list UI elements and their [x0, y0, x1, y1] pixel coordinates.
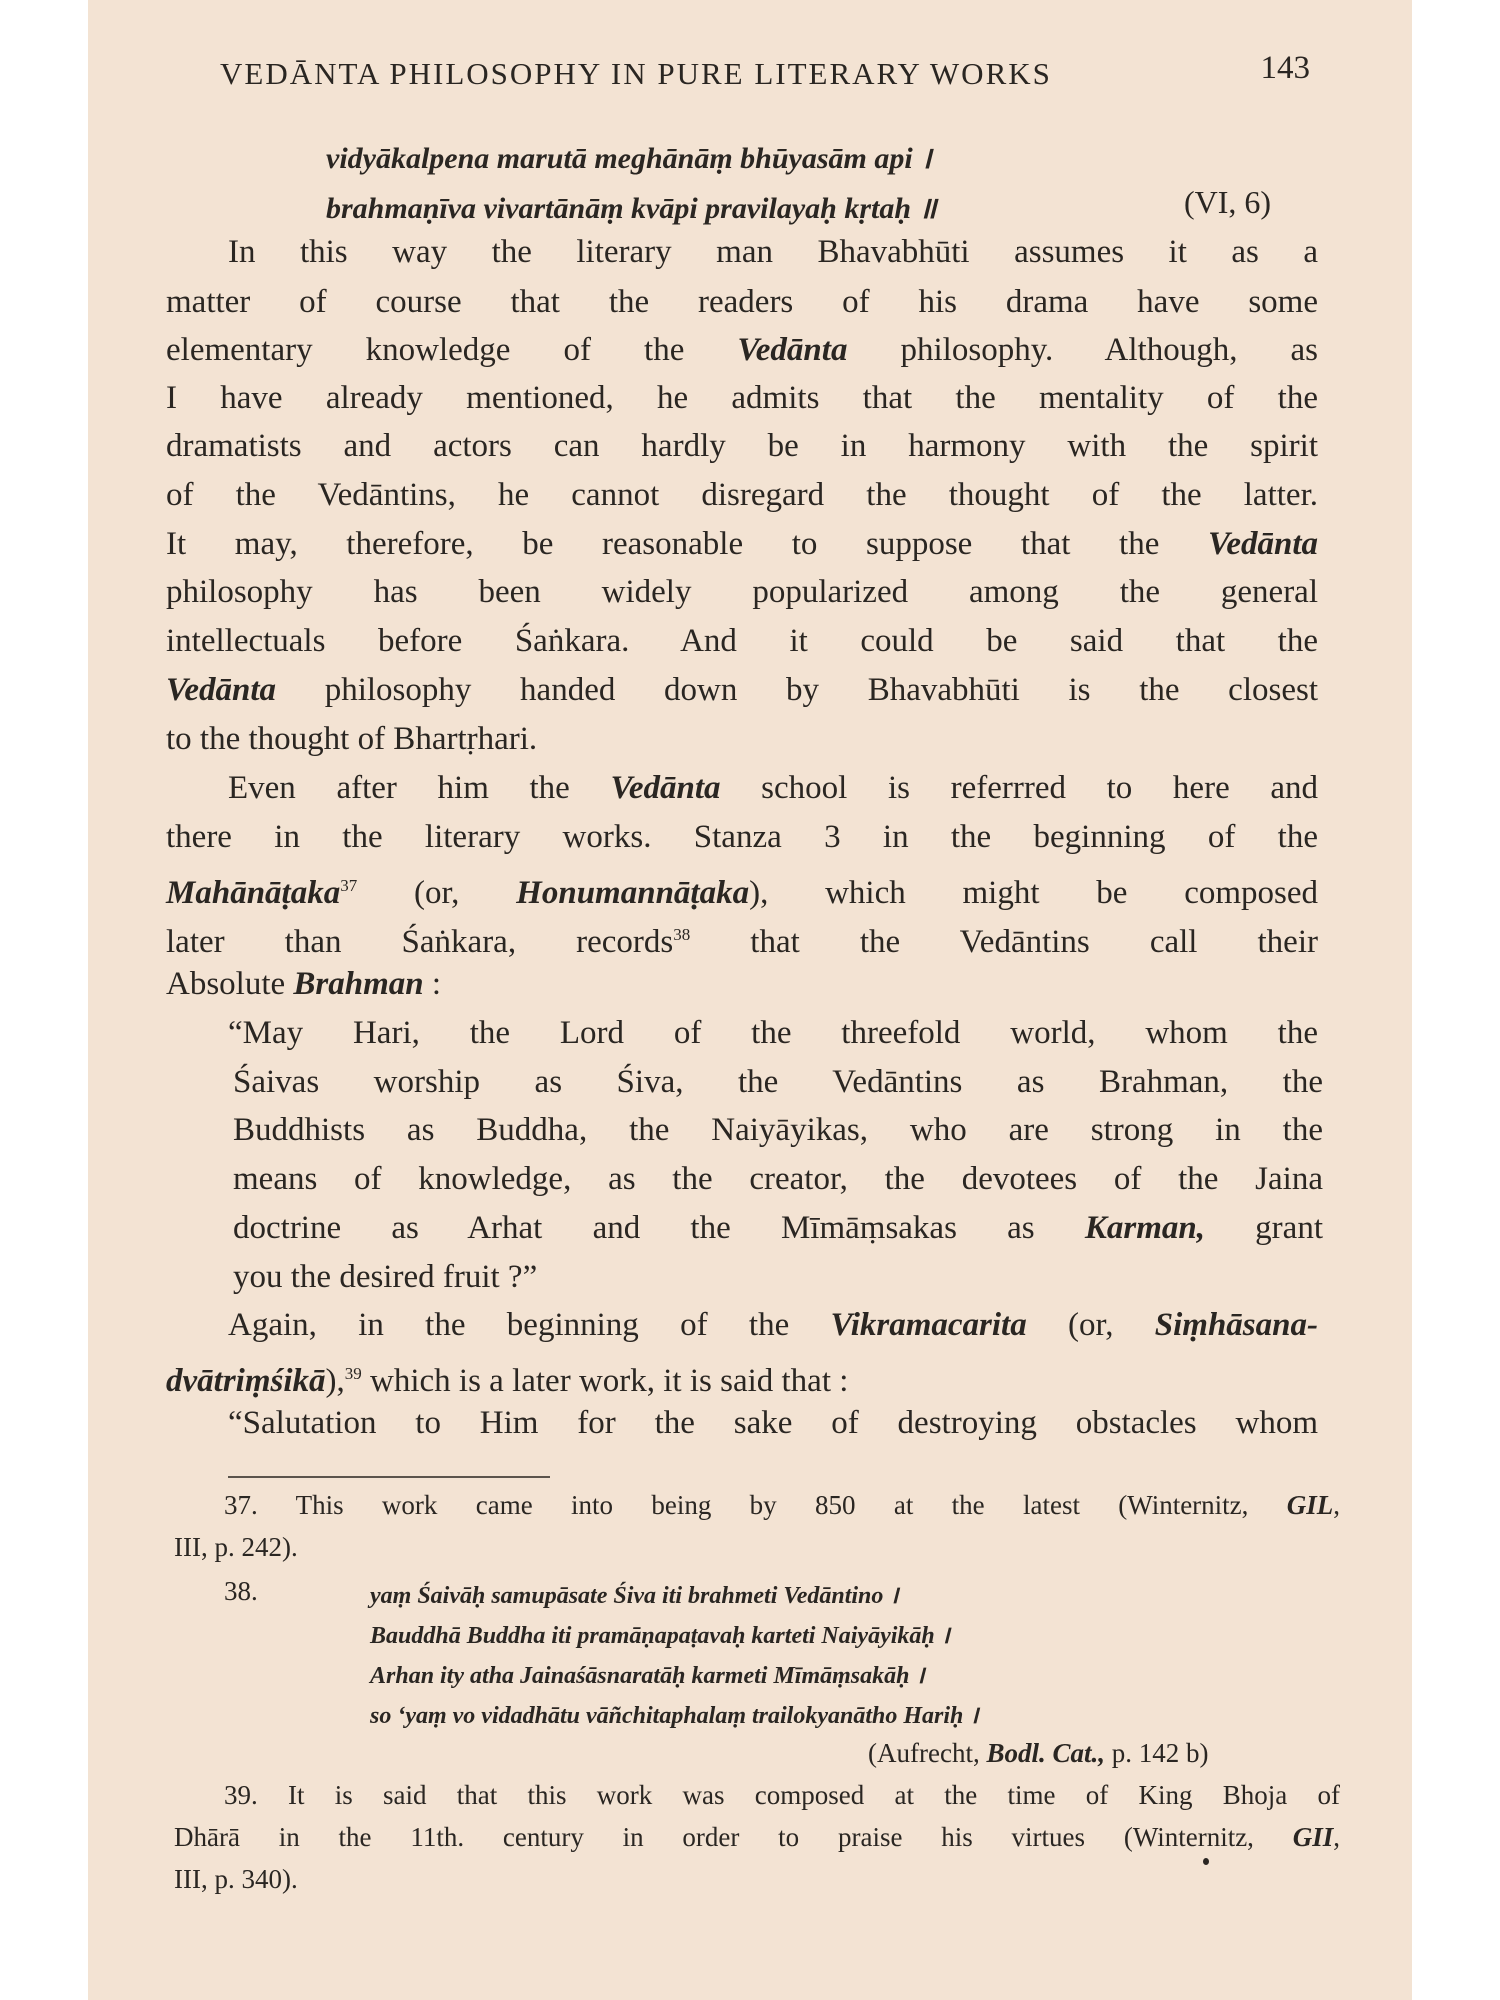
quote-line: Śaivas worship as Śiva, the Vedāntins as Brahman, the: [233, 1064, 1323, 1100]
text-line: I have already mentioned, he admits that the mentality of the: [166, 380, 1318, 416]
text-line: Mahānāṭaka$^{37}$ (or, Honumannāṭaka), which might be composed: [166, 875, 1318, 911]
quote-line: means of knowledge, as the creator, the devotees of the Jaina: [233, 1161, 1323, 1197]
footnote-37-cont: III, p. 242).: [174, 1532, 298, 1562]
footnote-38-verse: yaṃ Śaivāḥ samupāsate Śiva iti brahmeti Vedāntino ।: [370, 1583, 899, 1609]
running-title: VEDĀNTA PHILOSOPHY IN PURE LITERARY WORKS: [220, 56, 1052, 91]
quote-line: Buddhists as Buddha, the Naiyāyikas, who are strong in the: [233, 1112, 1323, 1148]
text-line: Even after him the Vedānta school is referrred to here and: [228, 770, 1318, 806]
text-line: Vedānta philosophy handed down by Bhavabhūti is the closest: [166, 672, 1318, 708]
footnote-38-verse: so ‘yaṃ vo vidadhātu vāñchitaphalaṃ trailokyanātho Hariḥ ।: [370, 1703, 979, 1729]
quote-line: you the desired fruit ?”: [233, 1259, 538, 1295]
text-line: matter of course that the readers of his drama have some: [166, 284, 1318, 320]
text-line: there in the literary works. Stanza 3 in the beginning of the: [166, 819, 1318, 855]
footnote-38-number: 38.: [224, 1576, 258, 1606]
text-line: to the thought of Bhartṛhari.: [166, 721, 538, 757]
verse-line: brahmaṇīva vivartānāṃ kvāpi pravilayaḥ kṛtaḥ ॥: [326, 192, 937, 225]
footnote-38-verse: Arhan ity atha Jainaśāsnaratāḥ karmeti Mīmāṃsakāḥ ।: [370, 1663, 925, 1689]
quote-line: doctrine as Arhat and the Mīmāṃsakas as Karman, grant: [233, 1210, 1323, 1246]
footnote-37: 37. This work came into being by 850 at the latest (Winternitz, GIL,: [224, 1490, 1340, 1520]
verse-line: vidyākalpena marutā meghānāṃ bhūyasām api ।: [326, 142, 932, 175]
footnote-rule: [228, 1476, 550, 1478]
text-line: elementary knowledge of the Vedānta philosophy. Although, as: [166, 332, 1319, 368]
footnote-39: 39. It is said that this work was composed at the time of King Bhoja of: [224, 1780, 1340, 1810]
footnote-39-cont: Dhārā in the 11th. century in order to praise his virtues (Winternitz, GII,: [174, 1822, 1340, 1852]
text-line: In this way the literary man Bhavabhūti assumes it as a: [228, 234, 1318, 270]
text-line: philosophy has been widely popularized among the general: [166, 574, 1318, 610]
text-line: dvātriṃśikā),$^{39}$ which is a later work, it is said that :: [166, 1363, 849, 1399]
footnote-ref[interactable]: 38: [673, 925, 691, 944]
ink-speck: [1203, 1858, 1209, 1865]
verse-reference: (VI, 6): [1184, 184, 1272, 220]
text-line: dramatists and actors can hardly be in harmony with the spirit: [166, 428, 1318, 464]
text-line: of the Vedāntins, he cannot disregard the thought of the latter.: [166, 477, 1318, 513]
footnote-38-reference: (Aufrecht, Bodl. Cat., p. 142 b): [868, 1738, 1209, 1768]
footnote-39-cont: III, p. 340).: [174, 1864, 298, 1894]
text-line: “Salutation to Him for the sake of destroying obstacles whom: [228, 1405, 1318, 1441]
text-line: It may, therefore, be reasonable to suppose that the Vedānta: [166, 526, 1318, 562]
page-number: 143: [1260, 50, 1310, 86]
footnote-38-verse: Bauddhā Buddha iti pramāṇapaṭavaḥ karteti Naiyāyikāḥ ।: [370, 1623, 950, 1649]
text-line: Again, in the beginning of the Vikramacarita (or, Siṃhāsana-: [228, 1307, 1318, 1343]
quote-line: “May Hari, the Lord of the threefold world, whom the: [228, 1015, 1318, 1051]
text-line: Absolute Brahman :: [166, 966, 442, 1002]
text-line: later than Śaṅkara, records$^{38}$ that the Vedāntins call their: [166, 924, 1318, 960]
footnote-ref[interactable]: 37: [340, 876, 358, 895]
footnote-ref[interactable]: 39: [344, 1364, 362, 1383]
text-line: intellectuals before Śaṅkara. And it could be said that the: [166, 623, 1318, 659]
